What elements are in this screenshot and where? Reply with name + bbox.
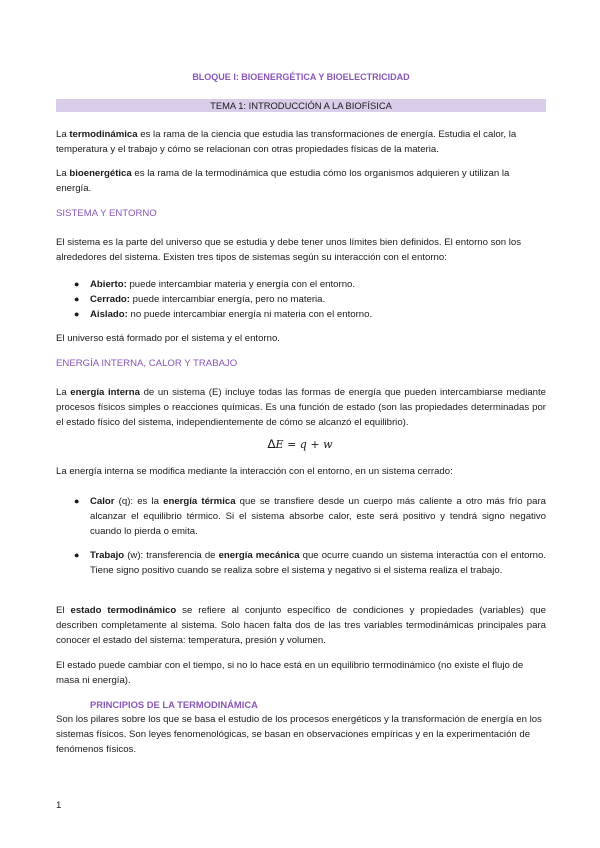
list-item: ● Calor (q): es la energía térmica que se transfiere desde un cuerpo más caliente a otro más frío para alcanzar el equilibrio térmico. Si el sistema absorbe calor, este será positivo y tendrá signo negativo cuando lo pierda o emita. bbox=[74, 496, 546, 537]
list-item: ● Trabajo (w): transferencia de energía mecánica que ocurre cuando un sistema interactúa con el entorno. Tiene signo positivo cuando se realiza sobre el sistema y negativo si el sistema realiza el trabajo. bbox=[74, 550, 546, 576]
equilibrio-paragraph: El estado puede cambiar con el tiempo, si no lo hace está en un equilibrio termodinámico (no existe el flujo de masa ni energía). bbox=[56, 660, 524, 686]
system-types-list bbox=[72, 277, 546, 322]
list-item: ● Aislado: no puede intercambiar energía ni materia con el entorno. bbox=[74, 309, 373, 320]
estado-termodinamico-term: estado termodinámico bbox=[70, 605, 177, 616]
bioenergetica-term: bioenergética bbox=[69, 168, 132, 179]
estado-termodinamico-paragraph: El estado termodinámico se refiere al conjunto específico de condiciones y propiedades (variables) que describen completamente al sistema. Solo hacen falta dos de las tres variables termodinámicas principales para conocer el estado del sistema: temperatura, presión y volumen. bbox=[56, 605, 546, 646]
principios-paragraph: Son los pilares sobre los que se basa el estudio de los procesos energéticos y la transformación de energía en los sistemas físicos. Son leyes fenomenológicas, se basan en observaciones empíricas y en la experimentación de fenómenos físicos. bbox=[56, 714, 542, 755]
bullet-icon: ● bbox=[74, 279, 80, 289]
trabajo-list bbox=[72, 548, 546, 578]
bullet-icon: ● bbox=[74, 294, 80, 304]
bullet-icon: ● bbox=[74, 550, 80, 560]
heading-sistema-entorno: SISTEMA Y ENTORNO bbox=[56, 208, 157, 219]
calor-trabajo-list bbox=[72, 494, 546, 539]
energia-interna-paragraph: La energía interna de un sistema (E) incluye todas las formas de energía que pueden intercambiarse mediante procesos físicos simples o reacciones químicas. Es una función de estado (son las propiedades determinadas por el estado físico del sistema, independientemente de cómo se alcanzó el equilibrio). bbox=[56, 387, 547, 428]
energia-interna-term: energía interna bbox=[70, 387, 140, 398]
list-item: ● Abierto: puede intercambiar materia y energía con el entorno. bbox=[74, 279, 356, 290]
list-item: ● Cerrado: puede intercambiar energía, pero no materia. bbox=[74, 294, 326, 305]
energy-formula: ∆E = q + w bbox=[267, 437, 333, 451]
universo-paragraph: El universo está formado por el sistema y el entorno. bbox=[56, 333, 280, 344]
energia-modifica-paragraph: La energía interna se modifica mediante la interacción con el entorno, en un sistema cerrado: bbox=[56, 466, 453, 477]
block-title: BLOQUE I: BIOENERGÉTICA Y BIOELECTRICIDAD bbox=[192, 72, 410, 82]
sistema-paragraph: El sistema es la parte del universo que se estudia y debe tener unos límites bien definidos. El entorno son los alrededores del sistema. Existen tres tipos de sistemas según su interacción con el entorno: bbox=[56, 237, 522, 263]
termodinamica-paragraph: La termodinámica es la rama de la ciencia que estudia las transformaciones de energía. Estudia el calor, la temperatura y el trabajo y cómo se relacionan con otras propiedades físicas de la materia. bbox=[56, 129, 517, 155]
termodinamica-term: termodinámica bbox=[69, 129, 138, 140]
tema-title-bar: TEMA 1: INTRODUCCIÓN A LA BIOFÍSICA bbox=[56, 99, 546, 112]
heading-energia-interna: ENERGÍA INTERNA, CALOR Y TRABAJO bbox=[56, 358, 238, 369]
bullet-icon: ● bbox=[74, 496, 80, 506]
bioenergetica-paragraph: La bioenergética es la rama de la termodinámica que estudia cómo los organismos adquieren y utilizan la energía. bbox=[56, 168, 510, 194]
heading-principios: PRINCIPIOS DE LA TERMODINÁMICA bbox=[90, 699, 258, 710]
bullet-icon: ● bbox=[74, 309, 80, 319]
page-number: 1 bbox=[56, 800, 62, 811]
